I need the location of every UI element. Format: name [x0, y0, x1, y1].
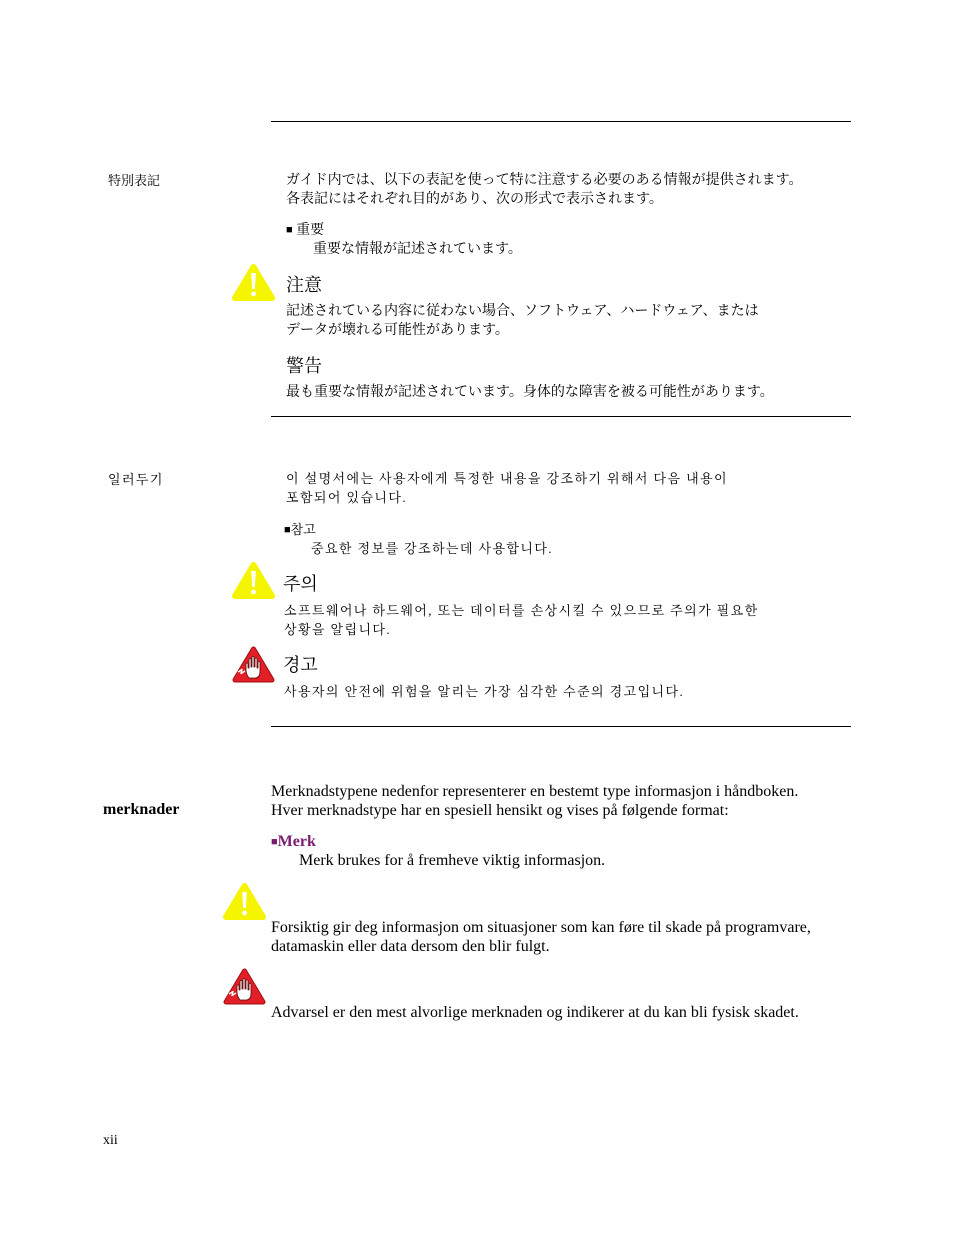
intro-paragraph	[286, 171, 802, 209]
note-heading	[271, 832, 316, 852]
note-text: Merk brukes for å fremheve viktig informasjon.	[299, 852, 606, 869]
note-title: 重要	[296, 223, 325, 238]
warning-hand-icon	[222, 967, 267, 1007]
warning-title: 경고	[283, 655, 318, 675]
intro-line: 포함되어 있습니다.	[286, 490, 407, 505]
caution-icon	[222, 882, 267, 922]
note-heading	[286, 221, 324, 240]
caution-title: 注意	[286, 275, 322, 295]
note-text: 重要な情報が記述されています。	[313, 242, 522, 257]
note-bullet: ■	[284, 524, 291, 536]
warning-hand-icon	[231, 645, 276, 685]
caution-text	[286, 302, 759, 340]
warning-text: Advarsel er den mest alvorlige merknaden og indikerer at du kan bli fysisk skadet.	[271, 1004, 799, 1021]
warning-title: 警告	[286, 356, 322, 376]
intro-line: Hver merknadstype har en spesiell hensikt og vises på følgende format:	[271, 802, 729, 819]
caution-line: 소프트웨어나 하드웨어, 또는 데이터를 손상시킬 수 있으므로 주의가 필요한	[284, 603, 759, 618]
caution-text	[284, 601, 759, 639]
note-bullet: ■	[286, 224, 293, 236]
caution-text	[271, 918, 811, 956]
intro-paragraph	[286, 469, 728, 507]
section-divider	[271, 726, 851, 727]
caution-line: Forsiktig gir deg informasjon om situasjoner som kan føre til skade på programvare,	[271, 919, 811, 936]
intro-paragraph	[271, 782, 798, 820]
caution-line: 記述されている内容に従わない場合、ソフトウェア、ハードウェア、または	[286, 304, 759, 319]
note-bullet: ■	[271, 836, 278, 848]
note-title: Merk	[277, 833, 316, 850]
warning-text: 사용자의 안전에 위험을 알리는 가장 심각한 수준의 경고입니다.	[284, 684, 685, 699]
section-label: 特別表記	[108, 174, 161, 189]
warning-text: 最も重要な情報が記述されています。身体的な障害を被る可能性があります。	[286, 385, 774, 400]
section-label: 일러두기	[108, 473, 164, 488]
caution-line: データが壊れる可能性があります。	[286, 323, 509, 338]
intro-line: Merknadstypene nedenfor representerer en bestemt type informasjon i håndboken.	[271, 783, 799, 800]
intro-line: ガイド内では、以下の表記を使って特に注意する必要のある情報が提供されます。	[286, 173, 803, 188]
note-heading	[284, 520, 316, 540]
intro-line: 各表記にはそれぞれ目的があり、次の形式で表示されます。	[286, 192, 663, 207]
section-divider	[271, 416, 851, 417]
page-number: xii	[103, 1133, 118, 1148]
section-label: merknader	[103, 801, 180, 818]
section-divider	[271, 121, 851, 122]
intro-line: 이 설명서에는 사용자에게 특정한 내용을 강조하기 위해서 다음 내용이	[286, 471, 728, 486]
caution-title: 주의	[283, 574, 318, 594]
caution-icon	[231, 561, 276, 601]
note-text: 중요한 정보를 강조하는데 사용합니다.	[311, 541, 553, 556]
caution-line: datamaskin eller data dersom den blir fulgt.	[271, 938, 550, 955]
caution-line: 상황을 알립니다.	[284, 622, 392, 637]
note-title: 참고	[290, 522, 316, 537]
caution-icon	[231, 263, 276, 303]
